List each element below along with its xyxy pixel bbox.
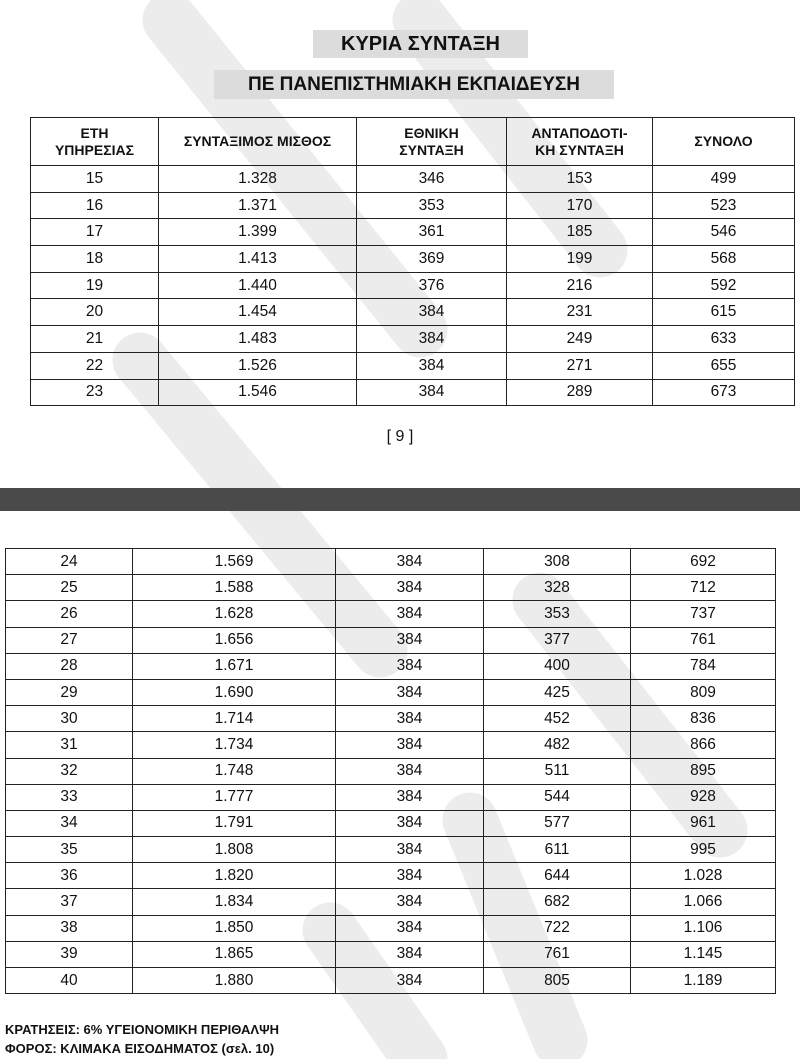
cell-national: 384 (336, 549, 484, 575)
table-row (6, 758, 776, 784)
cell-salary: 1.440 (159, 272, 357, 299)
cell-contributory: 289 (507, 379, 653, 406)
table-row (6, 679, 776, 705)
cell-total: 568 (653, 246, 795, 273)
cell-years: 22 (31, 352, 159, 379)
cell-contributory: 682 (484, 889, 631, 915)
cell-years: 25 (6, 575, 133, 601)
cell-total: 1.189 (631, 968, 776, 994)
pension-table-part2 (5, 548, 776, 994)
cell-salary: 1.569 (133, 549, 336, 575)
cell-contributory: 805 (484, 968, 631, 994)
cell-salary: 1.483 (159, 326, 357, 353)
cell-total: 523 (653, 192, 795, 219)
cell-national: 376 (357, 272, 507, 299)
cell-national: 384 (336, 784, 484, 810)
cell-contributory: 611 (484, 837, 631, 863)
cell-contributory: 185 (507, 219, 653, 246)
cell-contributory: 722 (484, 915, 631, 941)
table-row (6, 915, 776, 941)
cell-total: 673 (653, 379, 795, 406)
cell-contributory: 170 (507, 192, 653, 219)
cell-total: 836 (631, 706, 776, 732)
cell-salary: 1.834 (133, 889, 336, 915)
table-row (31, 379, 795, 406)
cell-contributory: 231 (507, 299, 653, 326)
cell-salary: 1.714 (133, 706, 336, 732)
cell-salary: 1.328 (159, 166, 357, 193)
cell-total: 866 (631, 732, 776, 758)
cell-salary: 1.748 (133, 758, 336, 784)
cell-national: 384 (336, 575, 484, 601)
cell-salary: 1.880 (133, 968, 336, 994)
cell-contributory: 308 (484, 549, 631, 575)
table-row (31, 272, 795, 299)
cell-salary: 1.734 (133, 732, 336, 758)
cell-years: 19 (31, 272, 159, 299)
cell-salary: 1.808 (133, 837, 336, 863)
cell-salary: 1.628 (133, 601, 336, 627)
cell-national: 369 (357, 246, 507, 273)
table-row (6, 706, 776, 732)
cell-years: 28 (6, 653, 133, 679)
cell-contributory: 452 (484, 706, 631, 732)
cell-total: 995 (631, 837, 776, 863)
cell-contributory: 544 (484, 784, 631, 810)
table-row (31, 246, 795, 273)
cell-national: 384 (336, 732, 484, 758)
cell-contributory: 761 (484, 941, 631, 967)
cell-national: 384 (336, 837, 484, 863)
table-row (6, 968, 776, 994)
cell-total: 712 (631, 575, 776, 601)
cell-national: 384 (336, 915, 484, 941)
cell-national: 384 (336, 863, 484, 889)
cell-years: 39 (6, 941, 133, 967)
cell-total: 1.066 (631, 889, 776, 915)
cell-years: 33 (6, 784, 133, 810)
cell-national: 353 (357, 192, 507, 219)
cell-salary: 1.371 (159, 192, 357, 219)
main-title: ΚΥΡΙΑ ΣΥΝΤΑΞΗ (313, 30, 528, 58)
table-row (31, 219, 795, 246)
table-header-row (31, 118, 795, 166)
cell-salary: 1.656 (133, 627, 336, 653)
cell-contributory: 577 (484, 810, 631, 836)
table-row (31, 166, 795, 193)
cell-total: 784 (631, 653, 776, 679)
cell-total: 499 (653, 166, 795, 193)
table-row (31, 326, 795, 353)
table-row (6, 941, 776, 967)
cell-salary: 1.399 (159, 219, 357, 246)
table-row (31, 299, 795, 326)
cell-salary: 1.454 (159, 299, 357, 326)
table-row (6, 601, 776, 627)
cell-national: 384 (336, 627, 484, 653)
subtitle: ΠΕ ΠΑΝΕΠΙΣΤΗΜΙΑΚΗ ΕΚΠΑΙΔΕΥΣΗ (214, 70, 614, 99)
cell-years: 36 (6, 863, 133, 889)
cell-salary: 1.820 (133, 863, 336, 889)
header-total: ΣΥΝΟΛΟ (653, 118, 795, 166)
cell-total: 1.145 (631, 941, 776, 967)
table-row (6, 732, 776, 758)
cell-national: 384 (336, 758, 484, 784)
cell-years: 38 (6, 915, 133, 941)
cell-total: 546 (653, 219, 795, 246)
cell-years: 21 (31, 326, 159, 353)
tax-note: ΦΟΡΟΣ: ΚΛΙΜΑΚΑ ΕΙΣΟΔΗΜΑΤΟΣ (σελ. 10) (5, 1041, 275, 1056)
cell-years: 18 (31, 246, 159, 273)
cell-total: 737 (631, 601, 776, 627)
cell-contributory: 353 (484, 601, 631, 627)
table-row (6, 889, 776, 915)
cell-salary: 1.777 (133, 784, 336, 810)
cell-national: 384 (357, 299, 507, 326)
cell-total: 809 (631, 679, 776, 705)
cell-years: 15 (31, 166, 159, 193)
header-national: ΕΘΝΙΚΗ ΣΥΝΤΑΞΗ (357, 118, 507, 166)
cell-national: 384 (336, 706, 484, 732)
cell-salary: 1.850 (133, 915, 336, 941)
cell-contributory: 377 (484, 627, 631, 653)
cell-contributory: 271 (507, 352, 653, 379)
cell-contributory: 216 (507, 272, 653, 299)
cell-national: 384 (336, 810, 484, 836)
cell-contributory: 482 (484, 732, 631, 758)
table-row (6, 575, 776, 601)
table-row (31, 192, 795, 219)
cell-total: 615 (653, 299, 795, 326)
page-divider (0, 488, 800, 511)
cell-total: 1.106 (631, 915, 776, 941)
cell-contributory: 511 (484, 758, 631, 784)
cell-national: 384 (336, 889, 484, 915)
cell-years: 30 (6, 706, 133, 732)
cell-national: 384 (357, 352, 507, 379)
table-row (6, 863, 776, 889)
cell-salary: 1.671 (133, 653, 336, 679)
cell-salary: 1.865 (133, 941, 336, 967)
pension-table-part1 (30, 117, 795, 406)
cell-years: 24 (6, 549, 133, 575)
page-number: [ 9 ] (386, 428, 414, 445)
cell-years: 35 (6, 837, 133, 863)
table-row (31, 352, 795, 379)
cell-total: 761 (631, 627, 776, 653)
cell-total: 633 (653, 326, 795, 353)
cell-national: 361 (357, 219, 507, 246)
cell-years: 32 (6, 758, 133, 784)
header-contributory: ΑΝΤΑΠΟΔΟΤΙ- ΚΗ ΣΥΝΤΑΞΗ (507, 118, 653, 166)
cell-salary: 1.791 (133, 810, 336, 836)
cell-years: 37 (6, 889, 133, 915)
cell-national: 384 (336, 941, 484, 967)
cell-contributory: 644 (484, 863, 631, 889)
cell-contributory: 425 (484, 679, 631, 705)
table-row (6, 653, 776, 679)
cell-years: 34 (6, 810, 133, 836)
cell-salary: 1.690 (133, 679, 336, 705)
cell-years: 23 (31, 379, 159, 406)
cell-national: 384 (357, 326, 507, 353)
cell-contributory: 199 (507, 246, 653, 273)
table-row (6, 627, 776, 653)
cell-years: 16 (31, 192, 159, 219)
cell-years: 20 (31, 299, 159, 326)
table-row (6, 549, 776, 575)
cell-years: 17 (31, 219, 159, 246)
table-row (6, 810, 776, 836)
cell-years: 29 (6, 679, 133, 705)
cell-national: 384 (336, 601, 484, 627)
cell-salary: 1.588 (133, 575, 336, 601)
cell-contributory: 153 (507, 166, 653, 193)
cell-total: 928 (631, 784, 776, 810)
table-row (6, 784, 776, 810)
cell-total: 655 (653, 352, 795, 379)
cell-years: 26 (6, 601, 133, 627)
cell-national: 384 (336, 968, 484, 994)
table-row (6, 837, 776, 863)
cell-total: 692 (631, 549, 776, 575)
cell-national: 384 (336, 653, 484, 679)
cell-contributory: 328 (484, 575, 631, 601)
cell-total: 895 (631, 758, 776, 784)
cell-salary: 1.413 (159, 246, 357, 273)
cell-total: 592 (653, 272, 795, 299)
cell-contributory: 249 (507, 326, 653, 353)
cell-salary: 1.526 (159, 352, 357, 379)
cell-years: 31 (6, 732, 133, 758)
cell-national: 384 (336, 679, 484, 705)
cell-years: 40 (6, 968, 133, 994)
cell-total: 1.028 (631, 863, 776, 889)
header-years: ΕΤΗ ΥΠΗΡΕΣΙΑΣ (31, 118, 159, 166)
cell-contributory: 400 (484, 653, 631, 679)
cell-national: 346 (357, 166, 507, 193)
cell-total: 961 (631, 810, 776, 836)
cell-national: 384 (357, 379, 507, 406)
header-salary: ΣΥΝΤΑΞΙΜΟΣ ΜΙΣΘΟΣ (159, 118, 357, 166)
cell-years: 27 (6, 627, 133, 653)
cell-salary: 1.546 (159, 379, 357, 406)
deductions-note: ΚΡΑΤΗΣΕΙΣ: 6% ΥΓΕΙΟΝΟΜΙΚΗ ΠΕΡΙΘΑΛΨΗ (5, 1022, 280, 1037)
